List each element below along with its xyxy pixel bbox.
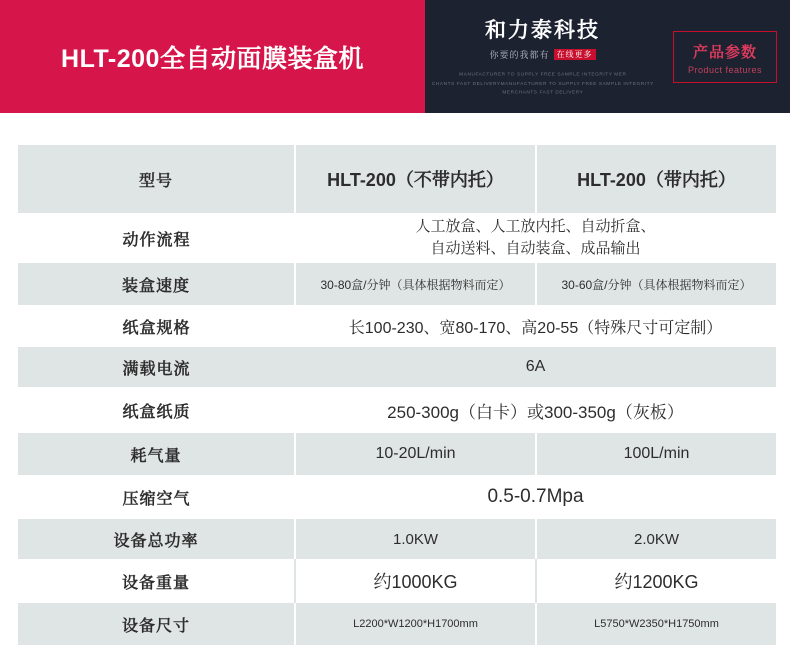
table-row [18,475,776,519]
brand-name: 和力泰科技 [485,19,600,43]
row-value-carton-spec: 长100-230、宽80-170、高20-55（特殊尺寸可定制） [295,305,776,347]
row-value-compressed-air: 0.5-0.7Mpa [295,475,776,519]
brand-tagline-highlight: 在线更多 [554,49,596,60]
row-label-total-power: 设备总功率 [18,519,295,559]
spec-table [18,145,776,645]
row-label-boxing-speed: 装盒速度 [18,263,295,305]
row-value-boxing-speed-col2: 30-60盒/分钟（具体根据物料而定） [536,263,776,305]
row-label-air-consumption: 耗气量 [18,433,295,475]
table-row [18,519,776,559]
action-flow-line2: 自动送料、自动装盒、成品输出 [430,240,641,257]
row-value-action-flow [295,213,776,263]
table-row [18,305,776,347]
row-value-equipment-dimensions-col2: L5750*W2350*H1750mm [536,603,776,645]
product-features-title-en: Product features [687,64,763,75]
table-row [18,263,776,305]
table-row [18,213,776,263]
brand-tagline [489,48,595,61]
row-label-carton-spec: 纸盒规格 [18,305,295,347]
product-features-badge [673,31,777,83]
row-value-total-power-col2: 2.0KW [536,519,776,559]
table-row [18,387,776,433]
table-row [18,559,776,603]
row-label-equipment-dimensions: 设备尺寸 [18,603,295,645]
row-value-equipment-weight-col1: 约1000KG [295,559,536,603]
brand-block [425,0,660,113]
brand-fineprint-line3: MERCHANTS FAST DELIVERY [501,89,584,96]
page-header [0,0,790,113]
product-features-block [660,0,790,113]
spec-table-wrapper [18,145,772,645]
header-title-banner [0,0,425,113]
product-features-title-cn: 产品参数 [692,43,757,61]
table-row [18,347,776,387]
row-label-compressed-air: 压缩空气 [18,475,295,519]
table-row [18,603,776,645]
row-value-boxing-speed-col1: 30-80盒/分钟（具体根据物料而定） [295,263,536,305]
header-cell-model: 型号 [18,145,295,213]
row-value-equipment-weight-col2: 约1200KG [536,559,776,603]
row-value-air-consumption-col1: 10-20L/min [295,433,536,475]
table-row [18,433,776,475]
row-label-equipment-weight: 设备重量 [18,559,295,603]
row-value-equipment-dimensions-col1: L2200*W1200*H1700mm [295,603,536,645]
row-value-air-consumption-col2: 100L/min [536,433,776,475]
brand-tagline-text: 你要的我都有 [489,50,550,61]
header-cell-model-with-tray: HLT-200（带内托） [536,145,776,213]
brand-fineprint-line2: CHANTS FAST DELIVERYMANUFACTURER TO SUPPLY FREE SAMPLE INTEGRITY [431,80,654,87]
table-header-row [18,145,776,213]
row-value-total-power-col1: 1.0KW [295,519,536,559]
page-title: HLT-200全自动面膜装盒机 [61,44,364,73]
action-flow-line1: 人工放盒、人工放内托、自动折盒、 [415,218,656,236]
row-value-full-load-current: 6A [295,347,776,387]
row-value-paper-quality: 250-300g（白卡）或300-350g（灰板） [295,387,776,433]
row-label-action-flow: 动作流程 [18,213,295,263]
row-label-paper-quality: 纸盒纸质 [18,387,295,433]
brand-fineprint-line1: MANUFACTURER TO SUPPLY FREE SAMPLE INTEGRITY MER [458,71,627,78]
row-label-full-load-current: 满载电流 [18,347,295,387]
header-cell-model-no-tray: HLT-200（不带内托） [295,145,536,213]
brand-fineprint [431,71,653,98]
